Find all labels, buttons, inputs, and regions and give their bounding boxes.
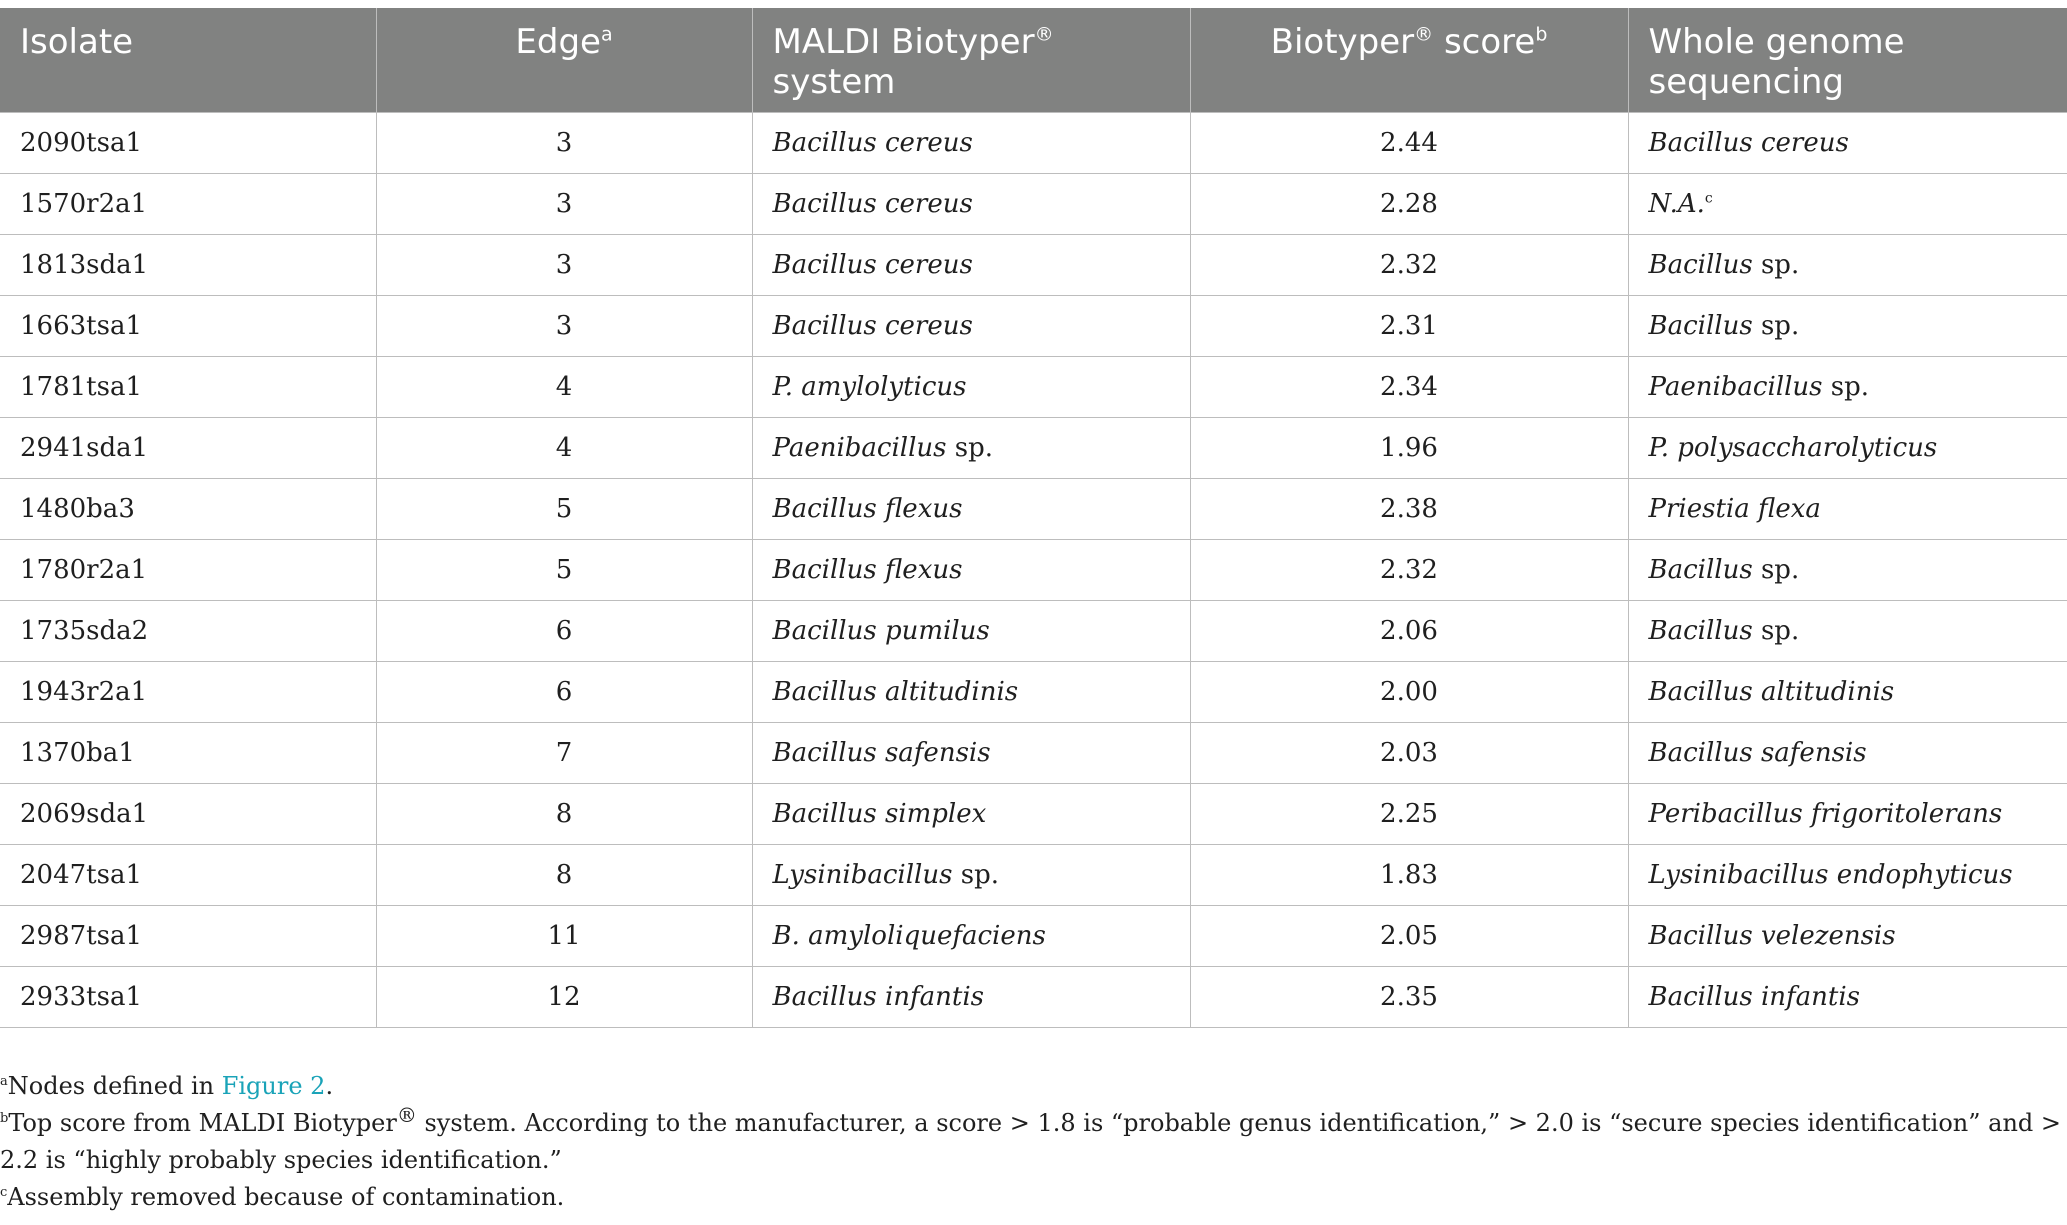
figure-2-link[interactable]: Figure 2 [221,1072,326,1100]
isolate-value: 2069sda1 [20,798,149,829]
cell-score [1190,478,1628,539]
header-maldi-registered-mark: ® [1034,23,1054,46]
wgs-taxon: Bacillus velezensis [1648,920,1896,951]
header-edge-label: Edge [515,22,601,62]
table-row [0,234,2067,295]
cell-wgs [1628,234,2067,295]
cell-edge [376,783,752,844]
wgs-taxon: P. polysaccharolyticus [1648,432,1938,463]
edge-value: 7 [555,737,573,768]
isolate-value: 1781tsa1 [20,371,143,402]
table-row [0,417,2067,478]
footnote-c-mark: c [0,1185,8,1200]
cell-score [1190,966,1628,1027]
maldi-taxon: Bacillus safensis [772,737,991,768]
table-footnotes [0,1068,2067,1216]
wgs-taxon: Bacillus [1648,310,1753,341]
isolate-identification-table [0,8,2067,1028]
score-value: 2.44 [1380,127,1438,158]
cell-maldi [752,844,1190,905]
cell-wgs [1628,783,2067,844]
isolate-value: 1943r2a1 [20,676,148,707]
table-row [0,478,2067,539]
cell-isolate [0,173,376,234]
cell-score [1190,356,1628,417]
wgs-footnote-mark: c [1704,189,1713,206]
edge-value: 5 [555,554,573,585]
wgs-taxon: Paenibacillus [1648,371,1823,402]
cell-wgs [1628,478,2067,539]
cell-maldi [752,905,1190,966]
edge-value: 6 [555,615,573,646]
cell-isolate [0,234,376,295]
cell-wgs [1628,844,2067,905]
maldi-taxon-suffix: sp. [946,432,994,463]
cell-isolate [0,417,376,478]
header-score-registered-mark: ® [1414,23,1434,46]
maldi-taxon: Lysinibacillus [772,859,953,890]
maldi-taxon: Bacillus simplex [772,798,987,829]
wgs-taxon: Peribacillus frigoritolerans [1648,798,2003,829]
wgs-taxon-suffix: sp. [1752,310,1800,341]
cell-edge [376,478,752,539]
footnote-c [0,1179,2067,1216]
score-value: 2.06 [1380,615,1438,646]
cell-maldi [752,661,1190,722]
isolate-value: 1370ba1 [20,737,135,768]
footnote-b-text: Top score from MALDI Biotyper [8,1109,397,1137]
table-row [0,295,2067,356]
maldi-taxon: Bacillus infantis [772,981,985,1012]
isolate-value: 1480ba3 [20,493,135,524]
cell-wgs [1628,905,2067,966]
cell-score [1190,661,1628,722]
cell-score [1190,112,1628,173]
isolate-value: 2090tsa1 [20,127,143,158]
edge-value: 3 [555,188,573,219]
footnote-b-registered-mark: ® [396,1103,417,1127]
edge-value: 5 [555,493,573,524]
header-isolate [0,8,376,112]
isolate-value: 1735sda2 [20,615,149,646]
score-value: 2.25 [1380,798,1438,829]
cell-maldi [752,295,1190,356]
table-row [0,844,2067,905]
cell-wgs [1628,417,2067,478]
wgs-taxon: Bacillus [1648,615,1753,646]
maldi-taxon: Bacillus cereus [772,249,973,280]
cell-maldi [752,234,1190,295]
wgs-taxon: Bacillus cereus [1648,127,1849,158]
edge-value: 4 [555,432,573,463]
cell-edge [376,661,752,722]
maldi-taxon: Bacillus flexus [772,493,963,524]
header-row [0,8,2067,112]
edge-value: 8 [555,798,573,829]
score-value: 2.05 [1380,920,1438,951]
maldi-taxon: B. amyloliquefaciens [772,920,1046,951]
score-value: 1.83 [1380,859,1438,890]
cell-score [1190,783,1628,844]
score-value: 2.32 [1380,554,1438,585]
cell-wgs [1628,295,2067,356]
cell-maldi [752,417,1190,478]
cell-edge [376,356,752,417]
score-value: 1.96 [1380,432,1438,463]
cell-isolate [0,844,376,905]
footnote-b-mark: b [0,1111,9,1126]
cell-edge [376,112,752,173]
cell-wgs [1628,966,2067,1027]
cell-isolate [0,539,376,600]
isolate-value: 2987tsa1 [20,920,143,951]
header-score-label: Biotyper [1270,22,1415,62]
header-edge [376,8,752,112]
header-maldi-label-line2: system [772,62,896,102]
cell-score [1190,844,1628,905]
table-row [0,783,2067,844]
cell-edge [376,539,752,600]
table-row [0,966,2067,1027]
cell-score [1190,234,1628,295]
cell-edge [376,234,752,295]
table-row [0,600,2067,661]
score-value: 2.00 [1380,676,1438,707]
cell-score [1190,600,1628,661]
maldi-taxon: P. amylolyticus [772,371,967,402]
header-score-label-rest: score [1433,22,1536,62]
cell-edge [376,905,752,966]
header-wgs [1628,8,2067,112]
wgs-taxon: N.A. [1648,188,1705,219]
maldi-taxon: Bacillus flexus [772,554,963,585]
cell-maldi [752,539,1190,600]
cell-wgs [1628,173,2067,234]
header-wgs-label-line2: sequencing [1648,62,1844,102]
cell-maldi [752,783,1190,844]
footnote-a-end: . [325,1072,334,1100]
cell-score [1190,295,1628,356]
cell-isolate [0,295,376,356]
maldi-taxon: Bacillus pumilus [772,615,990,646]
edge-value: 3 [555,127,573,158]
table-row [0,661,2067,722]
wgs-taxon: Lysinibacillus endophyticus [1648,859,2013,890]
cell-isolate [0,600,376,661]
cell-isolate [0,722,376,783]
edge-value: 3 [555,310,573,341]
score-value: 2.31 [1380,310,1438,341]
isolate-value: 1570r2a1 [20,188,148,219]
maldi-taxon: Bacillus cereus [772,310,973,341]
table-row [0,539,2067,600]
cell-edge [376,295,752,356]
cell-maldi [752,173,1190,234]
table-body [0,112,2067,1027]
cell-isolate [0,661,376,722]
footnote-b-text-rest: system. According to the manufacturer, a score > 1.8 is “probable genus identification,” > 2.0 is “secure species identification” and > 2.2 is “highly probably species identification.” [0,1109,2062,1174]
cell-wgs [1628,112,2067,173]
wgs-taxon: Bacillus [1648,249,1753,280]
edge-value: 6 [555,676,573,707]
cell-maldi [752,600,1190,661]
wgs-taxon: Bacillus safensis [1648,737,1867,768]
maldi-taxon: Bacillus cereus [772,188,973,219]
cell-edge [376,844,752,905]
edge-value: 3 [555,249,573,280]
table-row [0,356,2067,417]
header-maldi-label: MALDI Biotyper [772,22,1035,62]
footnote-c-text: Assembly removed because of contamination. [7,1183,565,1211]
header-wgs-label: Whole genome [1648,22,1905,62]
score-value: 2.34 [1380,371,1438,402]
cell-maldi [752,478,1190,539]
wgs-taxon-suffix: sp. [1752,249,1800,280]
footnote-a-text: Nodes defined in [7,1072,222,1100]
cell-edge [376,600,752,661]
cell-maldi [752,966,1190,1027]
table-row [0,722,2067,783]
cell-isolate [0,783,376,844]
edge-value: 8 [555,859,573,890]
score-value: 2.32 [1380,249,1438,280]
header-maldi [752,8,1190,112]
table-row [0,173,2067,234]
cell-isolate [0,966,376,1027]
cell-wgs [1628,539,2067,600]
header-isolate-label: Isolate [20,22,134,62]
isolate-value: 2047tsa1 [20,859,143,890]
wgs-taxon-suffix: sp. [1822,371,1870,402]
cell-edge [376,722,752,783]
score-value: 2.28 [1380,188,1438,219]
score-value: 2.38 [1380,493,1438,524]
maldi-taxon: Bacillus altitudinis [772,676,1019,707]
edge-value: 12 [547,981,581,1012]
cell-isolate [0,112,376,173]
cell-maldi [752,356,1190,417]
table-row [0,112,2067,173]
wgs-taxon-suffix: sp. [1752,615,1800,646]
isolate-value: 2941sda1 [20,432,149,463]
header-score-footnote-mark: b [1535,23,1548,46]
cell-score [1190,417,1628,478]
cell-wgs [1628,661,2067,722]
edge-value: 4 [555,371,573,402]
wgs-taxon: Priestia flexa [1648,493,1821,524]
maldi-taxon: Bacillus cereus [772,127,973,158]
isolate-value: 1663tsa1 [20,310,143,341]
table-row [0,905,2067,966]
header-score [1190,8,1628,112]
wgs-taxon: Bacillus [1648,554,1753,585]
score-value: 2.03 [1380,737,1438,768]
cell-edge [376,417,752,478]
cell-score [1190,173,1628,234]
cell-score [1190,539,1628,600]
wgs-taxon: Bacillus altitudinis [1648,676,1895,707]
maldi-taxon-suffix: sp. [952,859,999,890]
cell-edge [376,966,752,1027]
header-edge-footnote-mark: a [600,23,613,46]
cell-wgs [1628,356,2067,417]
cell-isolate [0,356,376,417]
cell-score [1190,905,1628,966]
cell-score [1190,722,1628,783]
edge-value: 11 [547,920,581,951]
cell-edge [376,173,752,234]
footnote-b [0,1105,2067,1179]
isolate-value: 2933tsa1 [20,981,143,1012]
cell-maldi [752,112,1190,173]
cell-isolate [0,478,376,539]
cell-isolate [0,905,376,966]
footnote-a-mark: a [0,1074,8,1089]
isolate-value: 1813sda1 [20,249,149,280]
maldi-taxon: Paenibacillus [772,432,947,463]
cell-maldi [752,722,1190,783]
footnote-a [0,1068,2067,1105]
wgs-taxon: Bacillus infantis [1648,981,1861,1012]
isolate-value: 1780r2a1 [20,554,148,585]
cell-wgs [1628,600,2067,661]
score-value: 2.35 [1380,981,1438,1012]
wgs-taxon-suffix: sp. [1752,554,1800,585]
cell-wgs [1628,722,2067,783]
